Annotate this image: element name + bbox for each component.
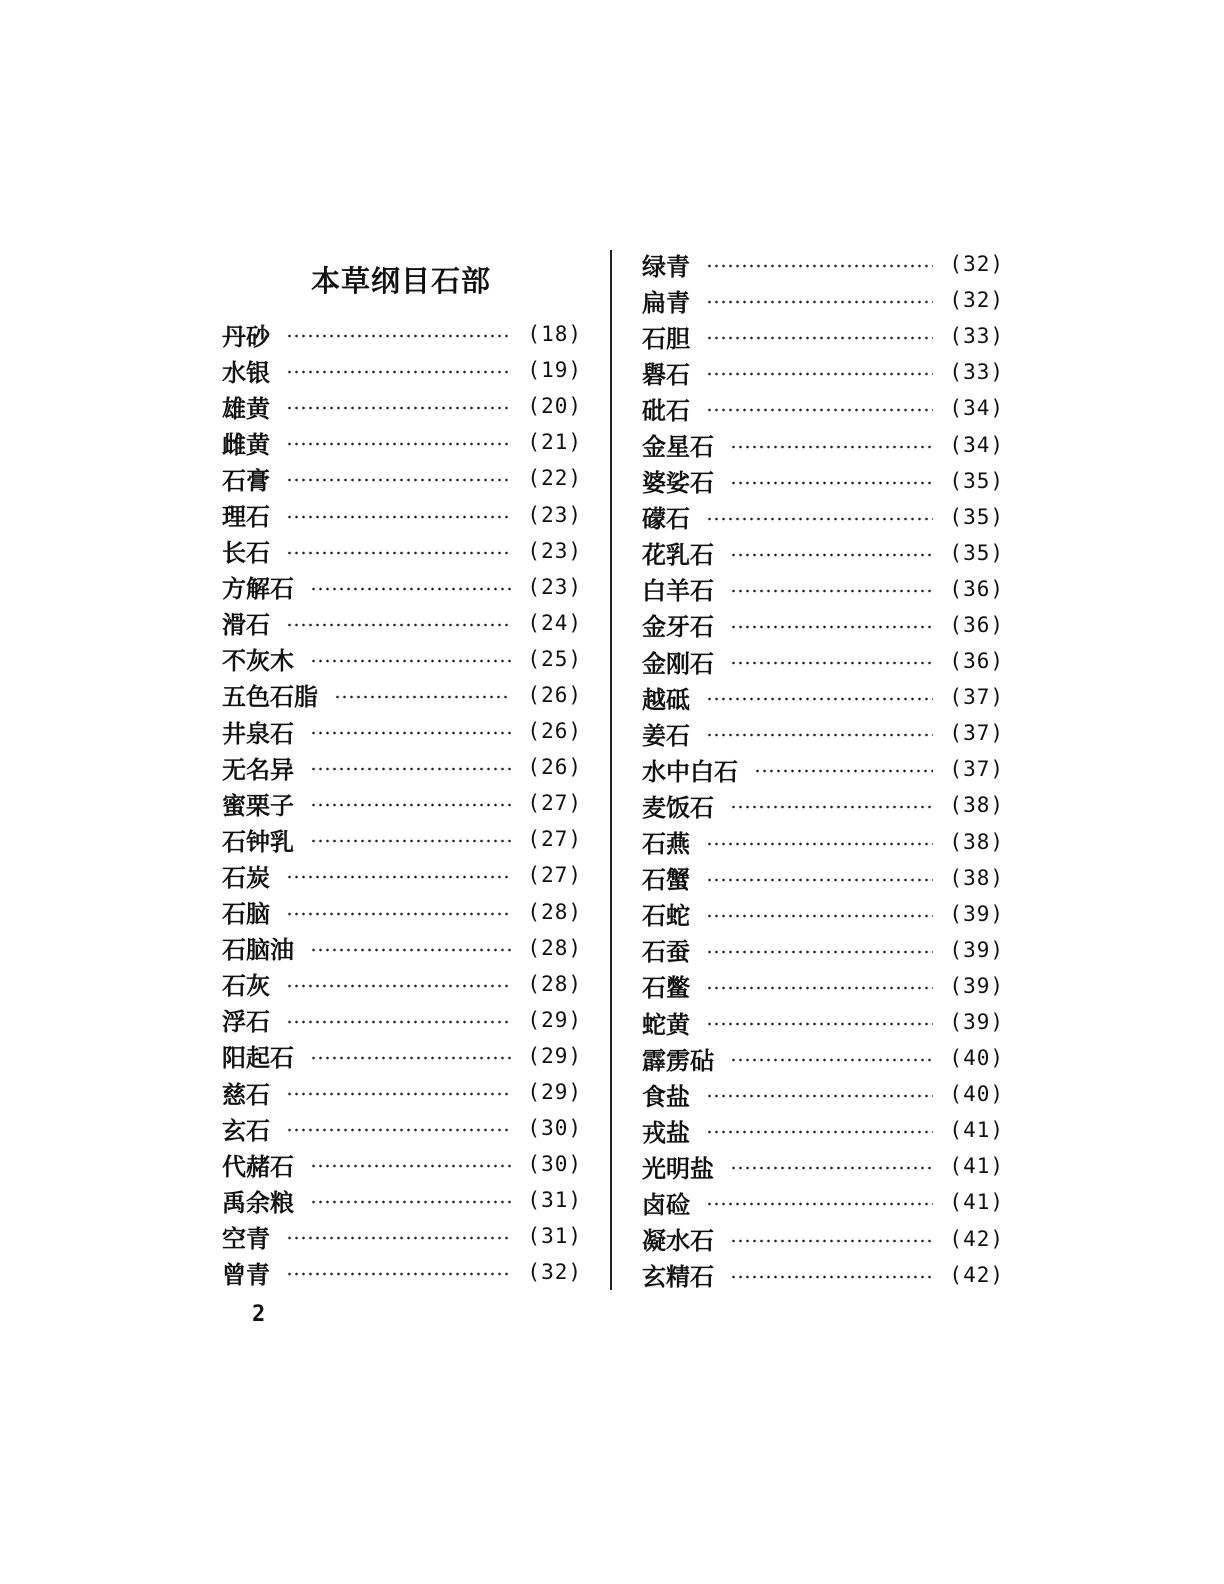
toc-right-column: [642, 246, 1004, 1293]
toc-entry: [642, 1148, 1004, 1184]
entry-page-ref: (26): [527, 719, 582, 744]
toc-entry: [642, 1076, 1004, 1112]
toc-entry: [642, 390, 1004, 426]
entry-name: 石脑油: [222, 935, 294, 965]
dot-leader: [730, 553, 933, 557]
entry-name: 丹砂: [222, 321, 270, 351]
toc-entry: [642, 860, 1004, 896]
entry-page-ref: (33): [949, 324, 1004, 349]
entry-page-ref: (39): [949, 1010, 1004, 1035]
toc-entry: [642, 499, 1004, 535]
entry-name: 麦饭石: [642, 792, 714, 822]
entry-page-ref: (39): [949, 901, 1004, 926]
toc-entry: [642, 643, 1004, 679]
dot-leader: [310, 731, 511, 735]
entry-name: 曾青: [222, 1259, 270, 1289]
entry-name: 礜石: [642, 359, 690, 389]
entry-page-ref: (31): [527, 1224, 582, 1249]
entry-page-ref: (26): [527, 755, 582, 780]
entry-name: 卤硷: [642, 1189, 690, 1219]
dot-leader: [706, 517, 933, 521]
entry-name: 玄精石: [642, 1262, 714, 1292]
toc-entry: [222, 713, 582, 749]
entry-page-ref: (27): [527, 827, 582, 852]
entry-name: 食盐: [642, 1081, 690, 1111]
entry-name: 婆娑石: [642, 468, 714, 498]
entry-name: 慈石: [222, 1079, 270, 1109]
toc-entry: [222, 569, 582, 605]
toc-entry: [222, 1002, 582, 1038]
dot-leader: [310, 659, 511, 663]
toc-entry: [642, 1112, 1004, 1148]
entry-name: 井泉石: [222, 718, 294, 748]
dot-leader: [730, 481, 933, 485]
dot-leader: [310, 1164, 511, 1168]
entry-page-ref: (18): [527, 322, 582, 347]
toc-entry: [642, 1257, 1004, 1293]
dot-leader: [730, 1275, 933, 1279]
dot-leader: [706, 878, 933, 882]
dot-leader: [706, 408, 933, 412]
dot-leader: [706, 950, 933, 954]
entry-page-ref: (35): [949, 540, 1004, 565]
toc-entry: [222, 966, 582, 1002]
dot-leader: [730, 445, 933, 449]
toc-entry: [222, 605, 582, 641]
entry-name: 姜石: [642, 720, 690, 750]
dot-leader: [286, 875, 511, 879]
entry-page-ref: (35): [949, 504, 1004, 529]
toc-entry: [642, 246, 1004, 282]
toc-entry: [642, 968, 1004, 1004]
entry-name: 石鳖: [642, 973, 690, 1003]
dot-leader: [286, 478, 511, 482]
toc-entry: [642, 607, 1004, 643]
toc-entry: [642, 679, 1004, 715]
entry-page-ref: (32): [949, 252, 1004, 277]
entry-name: 禹余粮: [222, 1187, 294, 1217]
dot-leader: [286, 1128, 511, 1132]
toc-entry: [222, 1146, 582, 1182]
toc-entry: [642, 1004, 1004, 1040]
entry-name: 金牙石: [642, 612, 714, 642]
entry-name: 礞石: [642, 504, 690, 534]
entry-name: 扁青: [642, 287, 690, 317]
entry-page-ref: (32): [527, 1260, 582, 1285]
entry-name: 石炭: [222, 862, 270, 892]
toc-entry: [642, 1221, 1004, 1257]
dot-leader: [730, 661, 933, 665]
entry-page-ref: (41): [949, 1118, 1004, 1143]
dot-leader: [706, 1022, 933, 1026]
entry-page-ref: (25): [527, 646, 582, 671]
entry-name: 凝水石: [642, 1226, 714, 1256]
dot-leader: [286, 551, 511, 555]
entry-page-ref: (42): [949, 1262, 1004, 1287]
toc-entry: [222, 641, 582, 677]
toc-entry: [222, 352, 582, 388]
dot-leader: [706, 986, 933, 990]
entry-page-ref: (30): [527, 1152, 582, 1177]
entry-page-ref: (38): [949, 793, 1004, 818]
entry-page-ref: (42): [949, 1226, 1004, 1251]
entry-page-ref: (38): [949, 865, 1004, 890]
toc-entry: [222, 749, 582, 785]
entry-page-ref: (23): [527, 574, 582, 599]
toc-entry: [222, 894, 582, 930]
entry-page-ref: (36): [949, 612, 1004, 637]
dot-leader: [310, 587, 511, 591]
entry-page-ref: (36): [949, 576, 1004, 601]
dot-leader: [286, 912, 511, 916]
dot-leader: [310, 1200, 511, 1204]
toc-entry: [222, 677, 582, 713]
entry-name: 石燕: [642, 829, 690, 859]
entry-page-ref: (28): [527, 899, 582, 924]
dot-leader: [706, 336, 933, 340]
toc-entry: [222, 460, 582, 496]
entry-name: 蛇黄: [642, 1009, 690, 1039]
toc-entry: [222, 316, 582, 352]
entry-name: 蜜栗子: [222, 790, 294, 820]
toc-entry: [642, 932, 1004, 968]
entry-name: 石膏: [222, 465, 270, 495]
entry-name: 空青: [222, 1223, 270, 1253]
entry-name: 无名异: [222, 754, 294, 784]
entry-name: 石蟹: [642, 865, 690, 895]
entry-name: 石灰: [222, 971, 270, 1001]
column-divider: [610, 250, 612, 1290]
toc-entry: [222, 821, 582, 857]
toc-left-column: [222, 316, 582, 1291]
dot-leader: [706, 264, 933, 268]
entry-page-ref: (27): [527, 791, 582, 816]
entry-name: 代赭石: [222, 1151, 294, 1181]
dot-leader: [706, 300, 933, 304]
entry-name: 绿青: [642, 251, 690, 281]
dot-leader: [286, 442, 511, 446]
toc-entry: [642, 571, 1004, 607]
entry-page-ref: (39): [949, 973, 1004, 998]
entry-name: 光明盐: [642, 1153, 714, 1183]
dot-leader: [286, 623, 511, 627]
dot-leader: [310, 1056, 511, 1060]
entry-page-ref: (28): [527, 935, 582, 960]
toc-entry: [222, 533, 582, 569]
toc-entry: [222, 785, 582, 821]
entry-name: 金星石: [642, 432, 714, 462]
toc-entry: [222, 1218, 582, 1254]
toc-entry: [642, 282, 1004, 318]
toc-entry: [642, 1040, 1004, 1076]
dot-leader: [730, 805, 933, 809]
entry-name: 水银: [222, 357, 270, 387]
entry-page-ref: (28): [527, 971, 582, 996]
dot-leader: [730, 589, 933, 593]
dot-leader: [286, 1092, 511, 1096]
entry-name: 白羊石: [642, 576, 714, 606]
toc-entry: [642, 1184, 1004, 1220]
dot-leader: [730, 1058, 933, 1062]
dot-leader: [286, 1020, 511, 1024]
entry-page-ref: (35): [949, 468, 1004, 493]
dot-leader: [706, 1094, 933, 1098]
entry-name: 阳起石: [222, 1043, 294, 1073]
entry-page-ref: (39): [949, 937, 1004, 962]
entry-name: 雄黄: [222, 393, 270, 423]
entry-name: 石脑: [222, 899, 270, 929]
entry-page-ref: (23): [527, 502, 582, 527]
entry-name: 金刚石: [642, 648, 714, 678]
toc-entry: [642, 318, 1004, 354]
dot-leader: [286, 984, 511, 988]
toc-entry: [642, 426, 1004, 462]
toc-entry: [642, 787, 1004, 823]
entry-name: 越砥: [642, 684, 690, 714]
toc-entry: [222, 857, 582, 893]
entry-name: 石蚕: [642, 937, 690, 967]
toc-entry: [222, 1110, 582, 1146]
dot-leader: [334, 695, 511, 699]
entry-page-ref: (24): [527, 610, 582, 635]
entry-page-ref: (29): [527, 1080, 582, 1105]
page-number: 2: [252, 1302, 266, 1327]
toc-entry: [642, 354, 1004, 390]
entry-name: 理石: [222, 502, 270, 532]
entry-page-ref: (29): [527, 1043, 582, 1068]
entry-name: 石钟乳: [222, 826, 294, 856]
toc-entry: [642, 463, 1004, 499]
entry-page-ref: (40): [949, 1046, 1004, 1071]
dot-leader: [730, 625, 933, 629]
entry-page-ref: (26): [527, 682, 582, 707]
entry-page-ref: (27): [527, 863, 582, 888]
page-title: 本草纲目石部: [310, 264, 491, 298]
entry-page-ref: (40): [949, 1082, 1004, 1107]
entry-name: 浮石: [222, 1007, 270, 1037]
toc-entry: [222, 1254, 582, 1290]
entry-page-ref: (31): [527, 1188, 582, 1213]
dot-leader: [310, 839, 511, 843]
dot-leader: [730, 1239, 933, 1243]
toc-entry: [642, 535, 1004, 571]
entry-page-ref: (20): [527, 394, 582, 419]
dot-leader: [706, 1130, 933, 1134]
dot-leader: [310, 767, 511, 771]
entry-name: 雌黄: [222, 429, 270, 459]
dot-leader: [286, 1272, 511, 1276]
entry-name: 花乳石: [642, 540, 714, 570]
dot-leader: [286, 515, 511, 519]
dot-leader: [706, 372, 933, 376]
entry-name: 石胆: [642, 323, 690, 353]
entry-page-ref: (30): [527, 1116, 582, 1141]
entry-name: 戎盐: [642, 1117, 690, 1147]
dot-leader: [310, 948, 511, 952]
toc-entry: [642, 715, 1004, 751]
dot-leader: [286, 334, 511, 338]
toc-entry: [222, 930, 582, 966]
entry-page-ref: (23): [527, 538, 582, 563]
toc-entry: [642, 751, 1004, 787]
dot-leader: [730, 1166, 933, 1170]
dot-leader: [754, 769, 933, 773]
entry-page-ref: (34): [949, 396, 1004, 421]
entry-name: 不灰木: [222, 646, 294, 676]
entry-page-ref: (33): [949, 360, 1004, 385]
dot-leader: [706, 1202, 933, 1206]
entry-name: 砒石: [642, 395, 690, 425]
dot-leader: [706, 914, 933, 918]
toc-entry: [642, 824, 1004, 860]
toc-entry: [222, 424, 582, 460]
entry-name: 方解石: [222, 574, 294, 604]
entry-page-ref: (37): [949, 757, 1004, 782]
entry-name: 水中白石: [642, 756, 738, 786]
toc-entry: [222, 1074, 582, 1110]
dot-leader: [286, 370, 511, 374]
entry-page-ref: (29): [527, 1007, 582, 1032]
entry-name: 长石: [222, 538, 270, 568]
entry-page-ref: (21): [527, 430, 582, 455]
dot-leader: [706, 733, 933, 737]
entry-page-ref: (19): [527, 358, 582, 383]
toc-entry: [222, 1182, 582, 1218]
entry-page-ref: (41): [949, 1154, 1004, 1179]
entry-name: 滑石: [222, 610, 270, 640]
entry-page-ref: (22): [527, 466, 582, 491]
entry-name: 玄石: [222, 1115, 270, 1145]
dot-leader: [286, 406, 511, 410]
dot-leader: [706, 697, 933, 701]
entry-name: 五色石脂: [222, 682, 318, 712]
entry-name: 石蛇: [642, 901, 690, 931]
dot-leader: [310, 803, 511, 807]
entry-page-ref: (37): [949, 721, 1004, 746]
entry-page-ref: (37): [949, 685, 1004, 710]
entry-page-ref: (34): [949, 432, 1004, 457]
toc-entry: [222, 388, 582, 424]
entry-page-ref: (36): [949, 649, 1004, 674]
toc-entry: [222, 496, 582, 532]
entry-page-ref: (41): [949, 1190, 1004, 1215]
dot-leader: [706, 842, 933, 846]
dot-leader: [286, 1236, 511, 1240]
entry-page-ref: (32): [949, 288, 1004, 313]
toc-entry: [642, 896, 1004, 932]
toc-entry: [222, 1038, 582, 1074]
entry-name: 霹雳砧: [642, 1045, 714, 1075]
entry-page-ref: (38): [949, 829, 1004, 854]
